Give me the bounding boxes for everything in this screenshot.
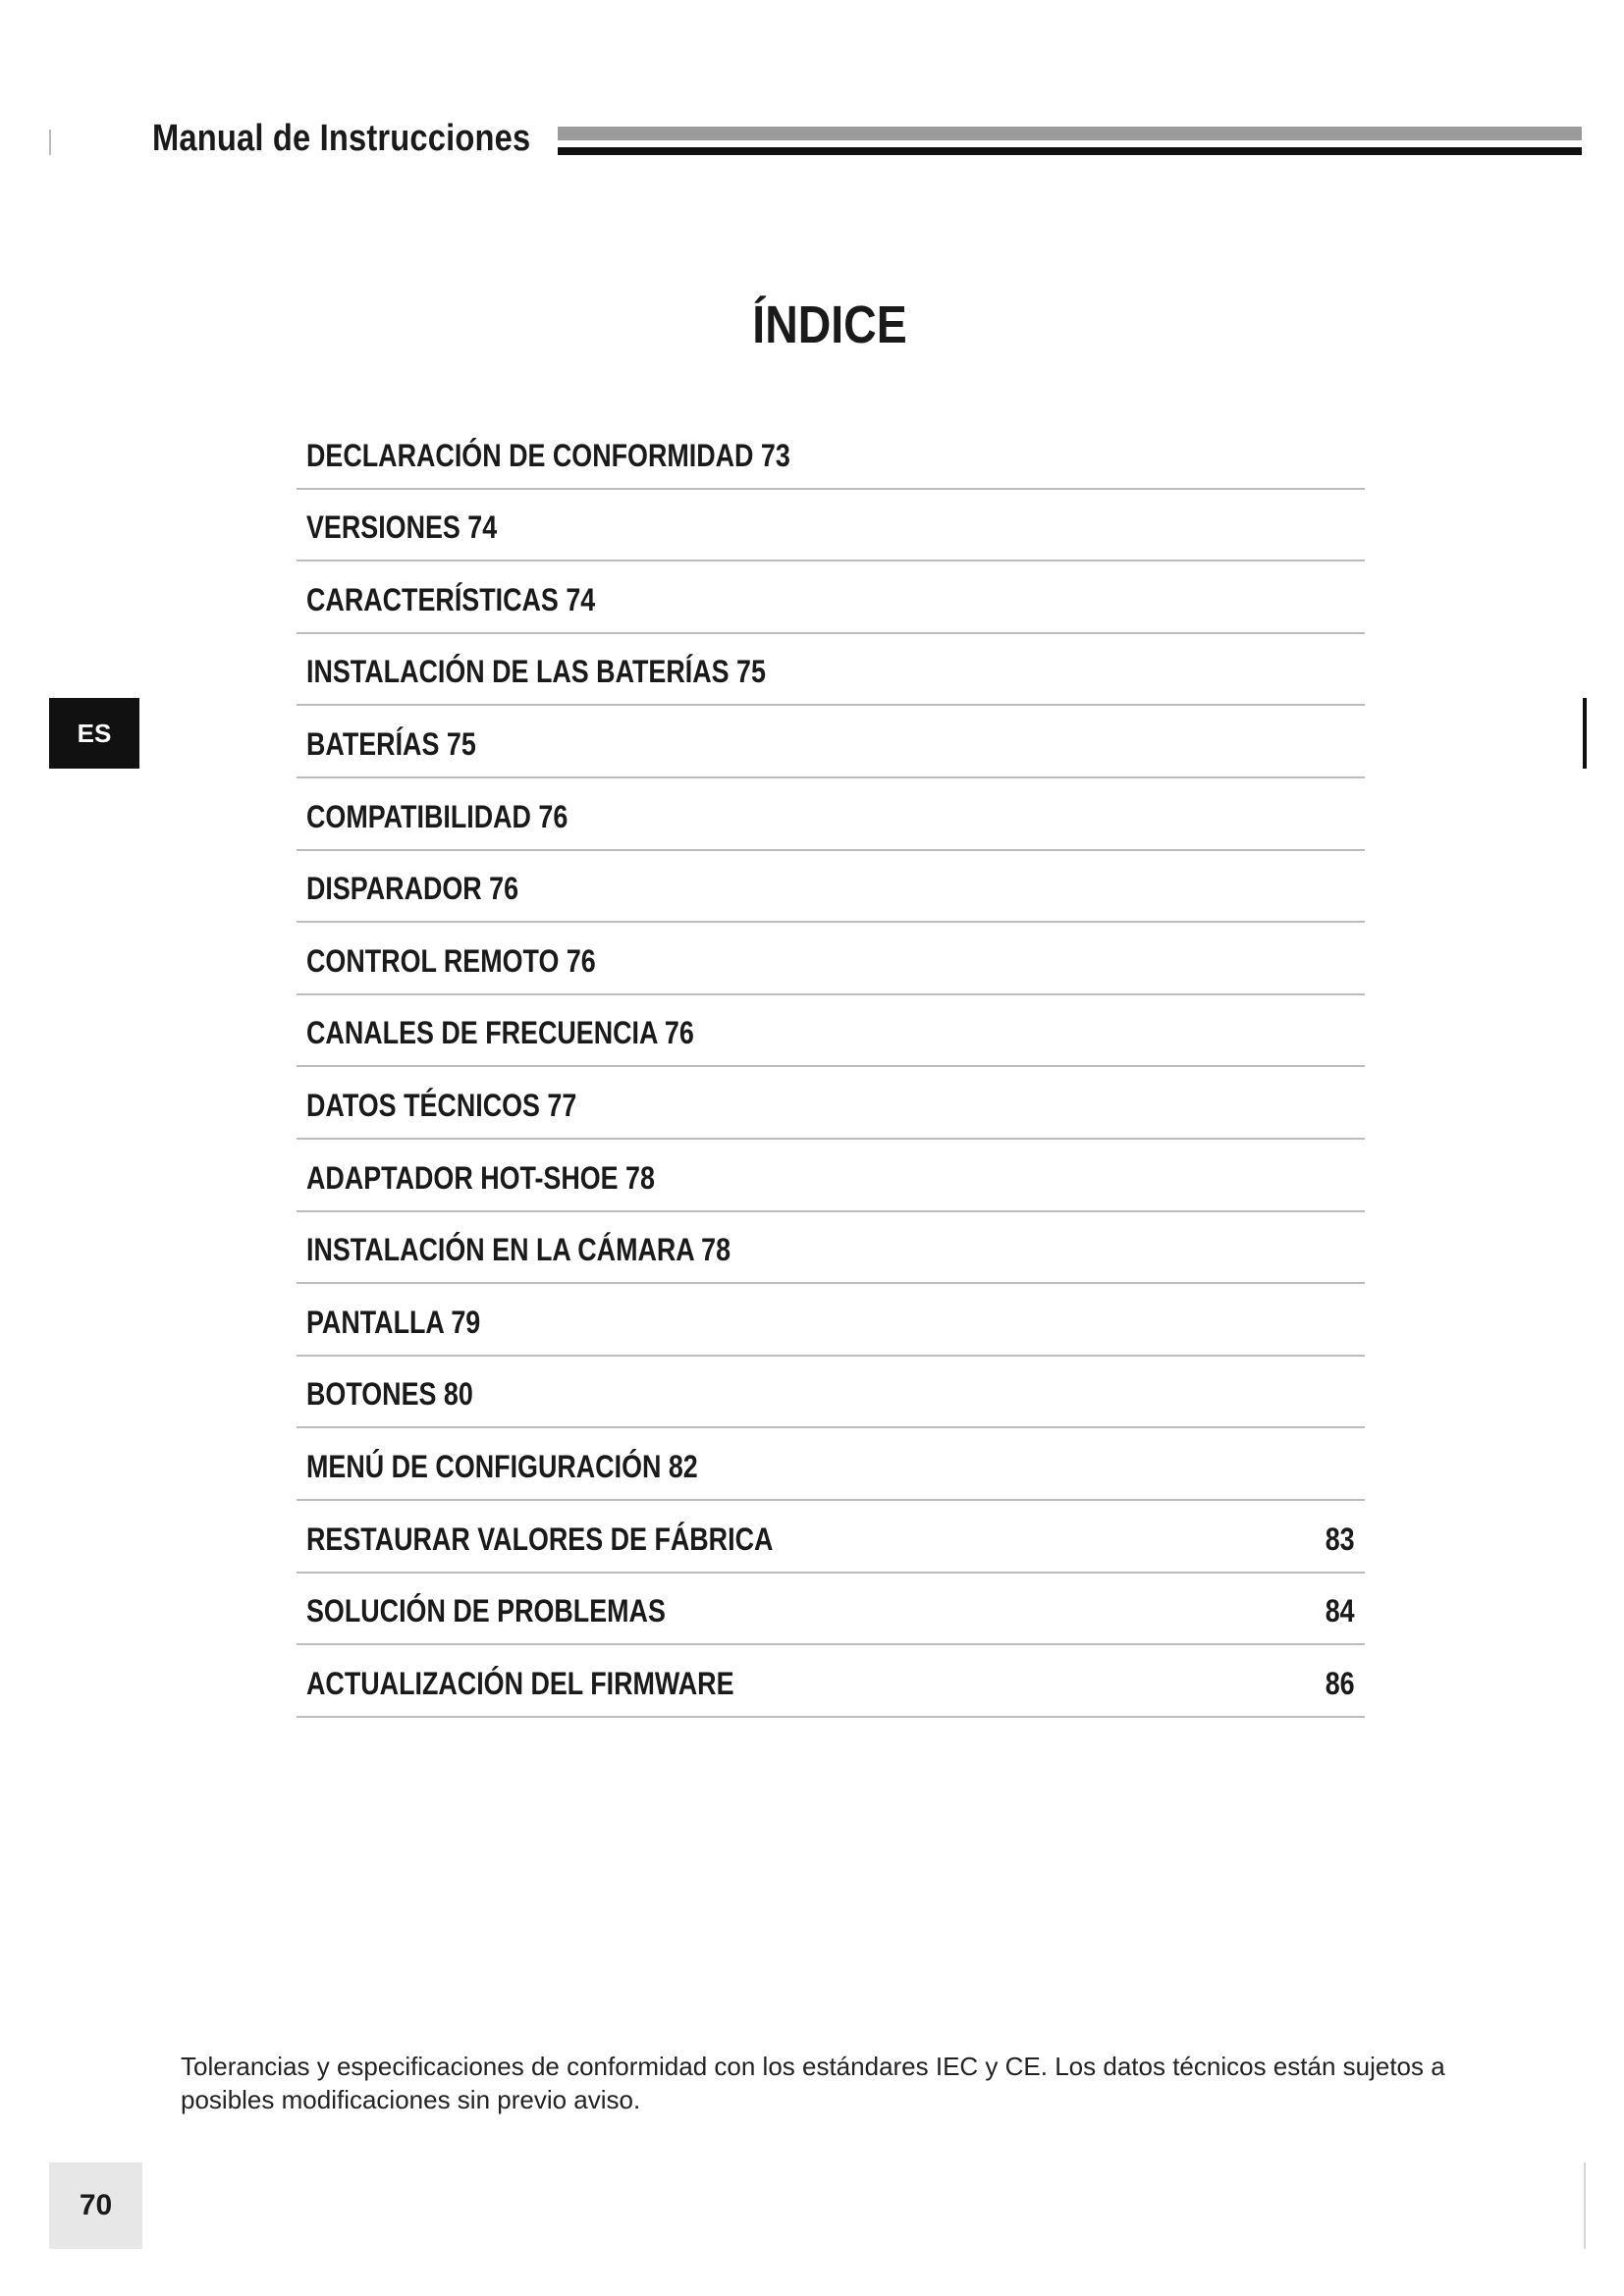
toc-entry-label: RESTAURAR VALORES DE FÁBRICA <box>306 1521 774 1557</box>
header-rule-black <box>558 147 1582 155</box>
toc-entry[interactable] <box>297 1212 1365 1285</box>
toc-entry-label: DISPARADOR 76 <box>306 871 519 907</box>
section-marker <box>1583 698 1587 769</box>
toc-entry[interactable] <box>297 1357 1365 1429</box>
page-number-box <box>49 2163 142 2249</box>
toc-entry[interactable] <box>297 1067 1365 1140</box>
toc-entry[interactable] <box>297 1284 1365 1357</box>
toc-entry-label: INSTALACIÓN DE LAS BATERÍAS 75 <box>306 654 766 690</box>
header-title: Manual de Instrucciones <box>152 118 531 159</box>
toc-entry[interactable] <box>297 851 1365 924</box>
toc-entry-label: ADAPTADOR HOT-SHOE 78 <box>306 1159 655 1196</box>
toc-entry[interactable] <box>297 923 1365 995</box>
toc-entry-label: DECLARACIÓN DE CONFORMIDAD 73 <box>306 437 790 473</box>
toc-entry[interactable] <box>297 778 1365 851</box>
toc-entry-page: 86 <box>1326 1665 1355 1701</box>
disclaimer-note: Tolerancias y especificaciones de conformidad con los estándares IEC y CE. Los datos técnicos están sujetos a posibles modificaciones sin previo aviso. <box>181 2052 1445 2114</box>
margin-tick <box>49 130 51 155</box>
toc-entry[interactable] <box>297 1428 1365 1501</box>
toc-entry-label: DATOS TÉCNICOS 77 <box>306 1087 577 1123</box>
toc-entry-label: CANALES DE FRECUENCIA 76 <box>306 1015 694 1051</box>
page-number: 70 <box>79 2189 113 2221</box>
toc-entry[interactable] <box>297 561 1365 634</box>
toc-entry-label: BOTONES 80 <box>306 1376 473 1413</box>
toc-entry-page: 83 <box>1326 1521 1355 1557</box>
toc-entry-label: PANTALLA 79 <box>306 1304 481 1340</box>
toc-entry-label: ACTUALIZACIÓN DEL FIRMWARE <box>306 1665 734 1701</box>
toc-entry-label: COMPATIBILIDAD 76 <box>306 798 568 834</box>
language-tab-label: ES <box>77 718 112 748</box>
toc-entry-label: CARACTERÍSTICAS 74 <box>306 581 596 617</box>
toc-entry[interactable] <box>297 1140 1365 1212</box>
toc-entry-page: 84 <box>1326 1593 1355 1629</box>
toc-entry-label: INSTALACIÓN EN LA CÁMARA 78 <box>306 1232 731 1268</box>
toc-entry[interactable] <box>297 995 1365 1068</box>
toc-entry-label: SOLUCIÓN DE PROBLEMAS <box>306 1593 666 1629</box>
margin-tick-bottom <box>1584 2163 1586 2249</box>
toc-entry[interactable] <box>297 490 1365 562</box>
toc-entry[interactable] <box>297 634 1365 707</box>
header-rule-gray <box>558 127 1582 140</box>
toc-entry[interactable] <box>297 1574 1365 1646</box>
toc-entry[interactable] <box>297 1645 1365 1718</box>
toc-entry[interactable] <box>297 417 1365 490</box>
toc-entry[interactable] <box>297 706 1365 778</box>
toc-entry-label: BATERÍAS 75 <box>306 725 476 762</box>
toc-entry[interactable] <box>297 1501 1365 1574</box>
language-tab <box>49 698 139 769</box>
page-title: ÍNDICE <box>752 295 907 354</box>
toc-entry-label: VERSIONES 74 <box>306 509 498 546</box>
toc-entry-label: CONTROL REMOTO 76 <box>306 942 596 979</box>
toc-entry-label: MENÚ DE CONFIGURACIÓN 82 <box>306 1448 698 1484</box>
table-of-contents <box>297 417 1365 1718</box>
